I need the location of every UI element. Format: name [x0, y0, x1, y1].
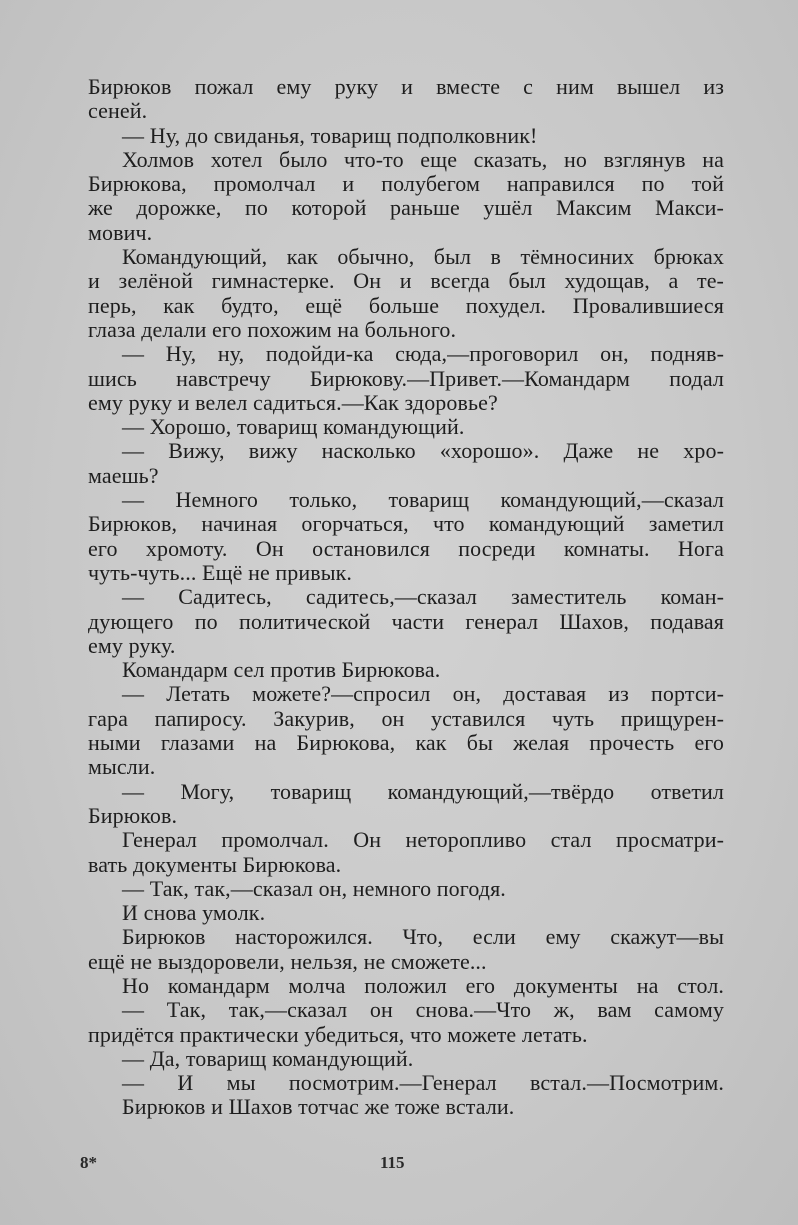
signature-mark: 8*	[80, 1153, 97, 1172]
text-line: — Немного только, товарищ командующий,—сказал	[122, 487, 724, 513]
text-line: перь, как будто, ещё больше похудел. Провалившиеся	[88, 292, 724, 318]
text-line: Бирюков, начиная огорчаться, что командующий заметил	[88, 511, 724, 537]
text-line: шись навстречу Бирюкову.—Привет.—Командарм подал	[88, 365, 724, 391]
text-line: — Летать можете?—спросил он, доставая из портси-	[122, 681, 724, 707]
text-line: мысли.	[88, 754, 156, 780]
text-line: Бирюков и Шахов тотчас же тоже встали.	[122, 1094, 515, 1120]
text-line: же дорожке, по которой раньше ушёл Максим Макси-	[88, 195, 724, 221]
text-line: маешь?	[88, 462, 159, 488]
text-line: Бирюков пожал ему руку и вместе с ним вышел из	[88, 74, 724, 99]
text-line: ными глазами на Бирюкова, как бы желая прочесть его	[88, 730, 724, 756]
text-line: вать документы Бирюкова.	[88, 851, 342, 877]
text-line: Бирюков насторожился. Что, если ему скажут—вы	[122, 924, 724, 950]
page-number: 115	[380, 1153, 405, 1172]
text-line: И снова умолк.	[122, 900, 266, 926]
text-line: ему руку.	[88, 632, 176, 658]
text-line: — Да, товарищ командующий.	[122, 1045, 414, 1071]
text-line: его хромоту. Он остановился посреди комнаты. Нога	[88, 535, 724, 561]
text-line: — Так, так,—сказал он снова.—Что ж, вам самому	[122, 997, 724, 1023]
text-line: ещё не выздоровели, нельзя, не сможете...	[88, 948, 487, 974]
text-line: сеней.	[88, 98, 148, 124]
text-line: ему руку и велел садиться.—Как здоровье?	[88, 389, 498, 415]
body-text	[88, 75, 724, 1120]
text-line: Генерал промолчал. Он неторопливо стал просматри-	[122, 827, 724, 853]
text-line: — Садитесь, садитесь,—сказал заместитель коман-	[122, 584, 724, 610]
text-line: Холмов хотел было что-то еще сказать, но взглянув на	[122, 146, 724, 172]
text-line: чуть-чуть... Ещё не привык.	[88, 559, 353, 585]
text-line: Командарм сел против Бирюкова.	[122, 657, 441, 683]
text-line: Командующий, как обычно, был в тёмносиних брюках	[122, 244, 724, 270]
text-line: дующего по политической части генерал Шахов, подавая	[88, 608, 724, 634]
text-line: — Могу, товарищ командующий,—твёрдо ответил	[122, 778, 724, 804]
text-line: глаза делали его похожим на больного.	[88, 316, 457, 342]
text-line: — Так, так,—сказал он, немного погодя.	[122, 875, 506, 901]
text-line: Но командарм молча положил его документы на стол.	[122, 972, 724, 998]
text-line: гара папиросу. Закурив, он уставился чуть прищурен-	[88, 705, 724, 731]
text-line: — Ну, ну, подойди-ка сюда,—проговорил он, подняв-	[122, 341, 724, 367]
text-line: Бирюкова, промолчал и полубегом направился по той	[88, 171, 724, 197]
text-line: и зелёной гимнастерке. Он и всегда был худощав, а те-	[88, 268, 724, 294]
text-line: придётся практически убедиться, что можете летать.	[88, 1021, 588, 1047]
text-line: — И мы посмотрим.—Генерал встал.—Посмотрим.	[122, 1070, 724, 1096]
text-line: — Вижу, вижу насколько «хорошо». Даже не хро-	[122, 438, 724, 464]
text-line: мович.	[88, 219, 153, 245]
text-line: — Хорошо, товарищ командующий.	[122, 414, 465, 440]
text-line: Бирюков.	[88, 802, 178, 828]
text-line: — Ну, до свиданья, товарищ подполковник!	[122, 122, 538, 148]
